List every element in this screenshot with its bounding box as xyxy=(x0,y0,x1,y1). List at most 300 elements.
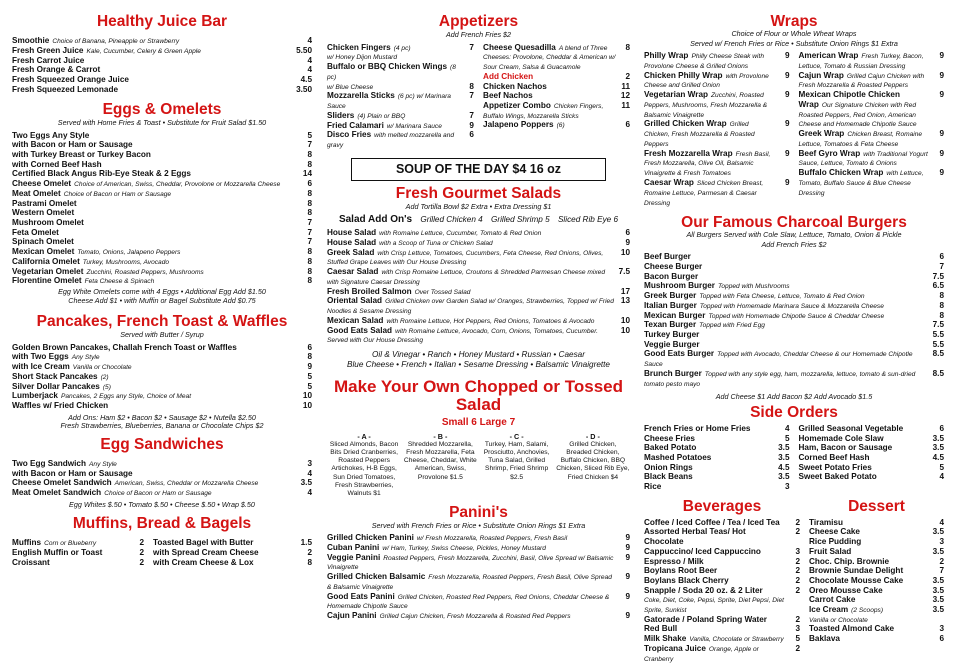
pancakes-note: Served with Butter / Syrup xyxy=(120,330,204,340)
menu-item-text xyxy=(644,262,702,272)
menu-item-price: 7.5 xyxy=(618,267,630,277)
wraps-list-left xyxy=(644,51,790,207)
menu-item-description: Roasted Peppers, Fresh Mozzarella, Zucchini, Basil, Olive Spread w/ Balsamic Vinaigrette xyxy=(327,554,614,572)
menu-item-text xyxy=(12,382,111,392)
menu-item-name: Fresh Squeezed Lemonade xyxy=(12,84,119,94)
menu-item-price: 9 xyxy=(625,533,630,543)
menu-item-row xyxy=(644,349,944,369)
menu-column-right xyxy=(644,0,944,663)
menu-item-name: Bacon Burger xyxy=(644,271,699,281)
menu-item-text xyxy=(12,469,133,479)
menu-item-text xyxy=(12,150,151,160)
menu-item-row xyxy=(327,326,630,346)
menu-item-description: Grilled Chicken, Fresh Mozzarella & Roasted Peppers xyxy=(644,121,755,148)
menu-item-description: w/ Honey Dijon Mustard xyxy=(327,54,397,62)
menu-item-price: 9 xyxy=(625,611,630,621)
menu-item-price: 9 xyxy=(939,51,944,61)
pancakes-footer-1: Add Ons: Ham $2 • Bacon $2 • Sausage $2 • Nutella $2.50 xyxy=(68,412,256,422)
menu-item-text xyxy=(327,130,460,150)
menu-item-name: Mushroom Burger xyxy=(644,281,715,291)
menu-item-text xyxy=(327,111,405,121)
sides-list-right xyxy=(799,424,945,492)
menu-item-name: Two Eggs Any Style xyxy=(12,130,90,140)
menu-item-price: 8 xyxy=(307,256,312,266)
menu-item-name: Fresh Green Juice xyxy=(12,45,84,55)
menu-item-price: 8 xyxy=(939,291,944,301)
menu-item-text xyxy=(644,443,696,453)
menu-item-name: Italian Burger xyxy=(644,300,697,310)
menu-item-price: 5.5 xyxy=(932,339,944,349)
menu-item-name: Rice xyxy=(644,482,662,492)
menu-item-text xyxy=(644,178,776,207)
paninis-list xyxy=(327,533,630,621)
menu-item-text xyxy=(12,488,212,498)
menu-item-row xyxy=(12,75,312,85)
menu-item-price: 2 xyxy=(795,585,800,595)
menu-item-name: Cheese Omelet xyxy=(12,179,72,189)
menu-item-description: with Provolone Cheese and Grilled Onion xyxy=(644,72,769,90)
menu-item-row xyxy=(327,228,630,238)
menu-item-text xyxy=(644,71,776,91)
menu-item-row xyxy=(327,572,630,592)
menu-item-name: Meat Omelet xyxy=(12,188,61,198)
menu-item-text xyxy=(12,160,102,170)
chopped-option-a xyxy=(327,433,401,498)
menu-item-name: Buffalo or BBQ Chicken Wings xyxy=(327,62,448,72)
menu-item-description: with Traditional Yogurt Sauce, Lettuce, Tomato & Onions xyxy=(798,150,928,168)
sides-heading: Side Orders xyxy=(750,404,838,422)
menu-item-text xyxy=(327,62,460,82)
menu-item-text xyxy=(12,372,109,382)
menu-item-row xyxy=(644,434,790,444)
menu-item-row xyxy=(327,121,474,131)
muffins-heading: Muffins, Bread & Bagels xyxy=(72,515,252,533)
menu-item-price: 7 xyxy=(939,261,944,271)
menu-item-name: with Bacon or Ham or Sausage xyxy=(12,468,133,478)
menu-item-name: Cheese Fries xyxy=(644,433,695,443)
soup-of-the-day-box: SOUP OF THE DAY $4 16 oz xyxy=(351,158,606,181)
menu-item-name: Beef Nachos xyxy=(483,91,533,101)
menu-item-price: 3.50 xyxy=(296,84,312,94)
beverages-list xyxy=(644,518,800,663)
menu-item-text xyxy=(327,543,546,553)
menu-item-name: Tropicana Juice xyxy=(644,643,706,653)
burgers-list xyxy=(644,252,944,388)
menu-item-row xyxy=(327,130,474,150)
menu-item-name: with Cream Cheese & Lox xyxy=(153,557,254,567)
menu-item-name: Certified Black Angus Rib-Eye Steak & 2 Eggs xyxy=(12,169,191,179)
menu-item-name: Two Egg Sandwich xyxy=(12,458,86,468)
menu-item-description: with Romaine Lettuce, Avocado, Corn, Onions, Tomatoes, Cucumber. Served with Our House Dressing xyxy=(327,327,598,345)
menu-item-row xyxy=(327,592,630,612)
menu-item-row xyxy=(644,311,944,321)
menu-item-name: Fresh Broiled Salmon xyxy=(327,286,412,296)
menu-item-row xyxy=(644,51,790,71)
menu-item-name: Sliders xyxy=(327,110,355,120)
menu-item-text xyxy=(12,75,129,85)
menu-item-text xyxy=(644,634,784,644)
sandwiches-heading: Egg Sandwiches xyxy=(100,435,224,453)
menu-item-text xyxy=(799,443,893,453)
menu-item-price: 7 xyxy=(307,237,312,247)
menu-item-row xyxy=(644,443,790,453)
menu-item-name: California Omelet xyxy=(12,256,80,266)
menu-item-price: 3 xyxy=(307,458,312,468)
menu-item-description: A blend of Three Cheeses: Provolone, Cheddar & American w/ Sour Cream, Salsa & Guacamole xyxy=(483,44,616,72)
menu-item-text xyxy=(12,36,179,46)
menu-item-name: House Salad xyxy=(327,228,377,238)
menu-item-price: 6 xyxy=(939,252,944,262)
menu-item-name: Mushroom Omelet xyxy=(12,218,84,228)
menu-item-price: 3.5 xyxy=(932,433,944,443)
menu-item-name: English Muffin or Toast xyxy=(12,548,103,558)
menu-item-text xyxy=(327,248,616,268)
menu-item-text xyxy=(799,463,872,473)
menu-item-row xyxy=(809,537,944,547)
menu-item-price: 7 xyxy=(307,218,312,228)
menu-item-name: with Spread Cream Cheese xyxy=(153,547,259,557)
salad-addons xyxy=(327,214,630,226)
menu-item-price: 2 xyxy=(139,557,144,567)
menu-item-name: Fresh Squeezed Orange Juice xyxy=(12,74,129,84)
menu-item-row xyxy=(799,71,945,91)
menu-item-row xyxy=(644,644,800,663)
menu-item-row xyxy=(799,168,945,197)
wraps-note-1: Choice of Flour or Whole Wheat Wraps xyxy=(731,29,857,39)
menu-item-text xyxy=(644,281,790,291)
menu-item-price: 5 xyxy=(939,462,944,472)
menu-item-name: American Wrap xyxy=(798,51,859,61)
menu-item-row xyxy=(809,634,944,644)
menu-item-text xyxy=(12,237,74,247)
menu-item-price: 4 xyxy=(307,36,312,46)
menu-item-price: 9 xyxy=(625,542,630,552)
menu-item-name: Cuban Panini xyxy=(327,542,380,552)
juice-bar-heading: Healthy Juice Bar xyxy=(96,13,228,30)
menu-item-row xyxy=(12,36,312,46)
menu-item-price: 6 xyxy=(307,342,312,352)
menu-item-row xyxy=(809,527,944,537)
eggs-list xyxy=(12,131,312,286)
menu-item-row xyxy=(644,557,800,567)
menu-item-price: 3.5 xyxy=(300,478,312,488)
paninis-note: Served with French Fries or Rice • Substitute Onion Rings $1 Extra xyxy=(371,520,586,530)
menu-item-price: 6 xyxy=(307,179,312,189)
menu-item-text xyxy=(809,566,903,576)
menu-item-row xyxy=(327,82,474,92)
menu-item-description: Grilled Chicken, Roasted Red Peppers, Red Onions, Cheddar Cheese & Homemade Chipotle Sauce xyxy=(327,593,610,611)
menu-item-description: Pancakes, 2 Eggs any Style, Choice of Meat xyxy=(60,393,192,401)
menu-item-name: Veggie Burger xyxy=(644,339,700,349)
menu-item-name: French Fries or Home Fries xyxy=(644,424,751,434)
menu-item-text xyxy=(809,605,883,615)
menu-item-name: Homemade Cole Slaw xyxy=(798,433,884,443)
menu-item-description: Grilled Cajun Chicken with Fresh Mozzarella & Roasted Peppers xyxy=(798,72,925,90)
menu-item-text xyxy=(12,65,100,75)
menu-item-row xyxy=(644,615,800,625)
menu-item-row xyxy=(483,101,630,121)
menu-item-price: 9 xyxy=(939,148,944,158)
appetizers-heading: Appetizers xyxy=(438,13,519,30)
menu-item-description: Orange, Apple or Cranberry xyxy=(644,645,759,663)
menu-item-text xyxy=(799,424,904,434)
menu-item-text xyxy=(809,547,851,557)
menu-item-row xyxy=(644,586,800,596)
menu-item-text xyxy=(12,276,154,286)
menu-item-text xyxy=(12,199,77,209)
menu-item-row xyxy=(12,65,312,75)
menu-item-description: Corn or Blueberry xyxy=(44,540,97,548)
menu-item-text xyxy=(153,538,253,548)
menu-item-row xyxy=(644,463,790,473)
menu-item-text xyxy=(809,595,855,605)
menu-item-row xyxy=(12,469,312,479)
menu-item-price: 2 xyxy=(795,614,800,624)
menu-item-row xyxy=(327,238,630,248)
menu-item-text xyxy=(644,586,763,596)
menu-item-row xyxy=(809,547,944,557)
menu-item-price: 2 xyxy=(139,548,144,558)
menu-item-price: 2 xyxy=(939,556,944,566)
menu-item-price: 3.5 xyxy=(932,527,944,537)
menu-item-price: 3.5 xyxy=(932,575,944,585)
menu-item-description: Chicken Breast, Romaine Lettuce, Tomatoes & Feta Cheese xyxy=(798,131,923,148)
menu-item-row xyxy=(644,547,800,557)
menu-item-description: (2) xyxy=(100,373,109,381)
menu-item-row xyxy=(644,518,800,528)
menu-item-text xyxy=(644,576,729,586)
menu-item-text xyxy=(327,553,616,573)
menu-item-name: Tiramisu xyxy=(809,517,843,527)
burgers-note-2: Add French Fries $2 xyxy=(761,239,827,249)
menu-item-row xyxy=(327,43,474,53)
menu-item-name: Toasted Almond Cake xyxy=(809,624,895,634)
menu-item-description: (4) Plain or BBQ xyxy=(357,112,406,120)
menu-item-text xyxy=(12,267,204,277)
menu-item-name: Florentine Omelet xyxy=(12,276,82,286)
menu-item-row xyxy=(799,51,945,71)
menu-item-row xyxy=(12,372,312,382)
menu-item-name: Golden Brown Pancakes, Challah French Toast or Waffles xyxy=(12,342,237,352)
menu-item-text xyxy=(327,572,616,592)
menu-item-text xyxy=(327,296,616,316)
menu-item-text xyxy=(809,537,861,547)
menu-item-description: Topped with Homemade Chipotle Sauce & Cheddar Cheese xyxy=(708,312,885,320)
menu-item-price: 8 xyxy=(307,188,312,198)
menu-item-description: Topped with Mushrooms xyxy=(717,283,790,291)
beverages-section xyxy=(644,498,800,663)
menu-item-description: Grilled Chicken over Garden Salad w/ Oranges, Strawberries, Topped w/ Fried Noodles & Sesame Dressing xyxy=(327,298,614,316)
menu-item-text xyxy=(483,82,547,92)
menu-item-description: American, Swiss, Cheddar or Mozzarella Cheese xyxy=(114,480,259,488)
menu-item-price: 9 xyxy=(784,148,790,158)
menu-item-text xyxy=(12,391,191,401)
menu-item-row xyxy=(644,272,944,282)
menu-item-text xyxy=(12,208,74,218)
menu-item-row xyxy=(327,111,474,121)
muffins-list-left xyxy=(12,538,144,567)
menu-item-name: Brunch Burger xyxy=(644,369,702,378)
menu-item-description: Zucchini, Roasted Peppers, Mushrooms, Fresh Mozzarella & Balsamic Vinaigrette xyxy=(644,92,768,119)
menu-item-row xyxy=(809,615,944,625)
menu-item-row xyxy=(327,267,630,287)
menu-item-name: Grilled Seasonal Vegetable xyxy=(798,424,904,434)
menu-item-description: Vanilla, Chocolate or Strawberry xyxy=(689,636,784,644)
menu-item-text xyxy=(12,362,132,372)
menu-item-name: Boylans Root Beer xyxy=(644,566,718,576)
menu-item-name: Waffles w/ Fried Chicken xyxy=(12,401,109,411)
menu-item-text xyxy=(809,518,843,528)
chopped-option-b xyxy=(403,433,477,498)
menu-item-row xyxy=(12,169,312,179)
menu-item-text xyxy=(153,558,254,568)
menu-item-name: Cheese Quesadilla xyxy=(483,42,556,52)
menu-item-description: Zucchini, Roasted Peppers, Mushrooms xyxy=(86,268,204,276)
menu-item-description: (2 Scoops) xyxy=(851,606,884,614)
sandwiches-footer: Egg Whites $.50 • Tomato $.50 • Cheese $.50 • Wrap $.50 xyxy=(69,499,255,509)
menu-item-row xyxy=(644,340,944,350)
salad-dressings-1: Oil & Vinegar • Ranch • Honey Mustard • Russian • Caesar xyxy=(372,350,585,360)
menu-item-name: Cajun Wrap xyxy=(798,70,844,80)
menu-item-price: 3.5 xyxy=(932,595,944,605)
menu-item-row xyxy=(799,463,945,473)
menu-item-description: Philly Cheese Steak with Provolone Cheese & Grilled Onions xyxy=(644,53,765,70)
menu-item-name: Onion Rings xyxy=(644,462,693,472)
menu-item-name: Grilled Chicken Wrap xyxy=(644,119,727,129)
menu-item-name: Philly Wrap xyxy=(644,51,689,61)
menu-item-description: with Romaine Lettuce, Hot Peppers, Red Onions, Tomatoes & Avocado xyxy=(386,317,595,325)
menu-item-name: Coffee / Iced Coffee / Tea / Iced Tea xyxy=(644,517,780,527)
menu-item-row xyxy=(327,533,630,543)
menu-item-price: 3 xyxy=(795,624,800,634)
chopped-option-b-text: Shredded Mozzarella, Fresh Mozzarella, Feta Cheese, Cheddar, White American, Swiss, Provolone $1.5 xyxy=(403,441,477,481)
menu-item-description: Coke, Diet, Coke, Pepsi, Sprite, Diet Pepsi, Diet Sprite, Sunkist xyxy=(644,597,784,614)
menu-item-name: Western Omelet xyxy=(12,208,75,218)
menu-item-name: Greek Wrap xyxy=(798,129,845,139)
menu-item-name: Grilled Chicken Panini xyxy=(327,533,414,543)
menu-item-name: Cajun Panini xyxy=(327,611,377,621)
menu-item-price: 2 xyxy=(625,71,630,81)
menu-item-price: 6.5 xyxy=(932,281,944,291)
menu-item-name: Greek Salad xyxy=(327,247,375,257)
menu-item-name: Black Beans xyxy=(644,472,693,482)
menu-item-price: 3.5 xyxy=(932,585,944,595)
chopped-option-b-label: - B - xyxy=(433,431,448,441)
menu-item-description: (6) xyxy=(556,122,565,130)
chopped-option-c-label: - C - xyxy=(509,431,524,441)
menu-item-name: Veggie Panini xyxy=(327,552,381,562)
menu-item-row xyxy=(483,43,630,72)
menu-item-price: 8 xyxy=(469,81,474,91)
menu-item-row xyxy=(153,548,312,558)
menu-item-name: with Bacon or Ham or Sausage xyxy=(12,140,133,150)
sides-list-left xyxy=(644,424,790,492)
menu-item-name: Sweet Potato Fries xyxy=(798,462,872,472)
menu-item-text xyxy=(327,316,594,326)
menu-item-name: Vegetarian Wrap xyxy=(644,90,709,100)
sides-columns xyxy=(644,424,944,492)
menu-item-description: Vanilla or Chocolate xyxy=(809,616,868,624)
pancakes-heading: Pancakes, French Toast & Waffles xyxy=(36,313,288,331)
menu-item-row xyxy=(644,301,944,311)
menu-item-price: 3.5 xyxy=(932,546,944,556)
menu-item-description: (8 pc) xyxy=(327,64,456,81)
menu-item-price: 3.5 xyxy=(932,604,944,614)
menu-item-text xyxy=(644,566,717,576)
salad-addons-label: Salad Add On's xyxy=(338,214,413,226)
menu-item-text xyxy=(644,615,767,625)
menu-item-name: Silver Dollar Pancakes xyxy=(12,381,100,391)
menu-item-description: w/ Ham, Turkey, Swiss Cheese, Pickles, Honey Mustard xyxy=(382,544,546,552)
menu-item-price: 8 xyxy=(307,198,312,208)
menu-item-price: 7 xyxy=(469,91,474,101)
menu-item-price: 3.5 xyxy=(778,443,790,453)
menu-item-name: Gatorade / Poland Spring Water xyxy=(644,614,767,624)
chopped-option-c xyxy=(480,433,554,498)
menu-item-row xyxy=(483,91,630,101)
menu-item-price: 13 xyxy=(620,296,630,306)
chopped-option-a-label: - A - xyxy=(357,431,371,441)
menu-item-price: 8 xyxy=(307,208,312,218)
menu-item-name: Chicken Fingers xyxy=(327,42,391,52)
menu-item-price: 4 xyxy=(307,55,312,65)
menu-item-price: 9 xyxy=(784,90,790,100)
menu-item-row xyxy=(644,281,944,291)
menu-item-row xyxy=(12,488,312,498)
menu-item-price: 3 xyxy=(795,546,800,556)
menu-item-price: 2 xyxy=(307,547,312,557)
menu-item-description: with Romaine Lettuce, Cucumber, Tomato & Red Onion xyxy=(379,230,542,238)
menu-item-row xyxy=(12,218,312,228)
menu-item-price: 10 xyxy=(620,325,630,335)
menu-item-name: Cappuccino/ Iced Cappuccino xyxy=(644,546,761,556)
menu-item-row xyxy=(644,527,800,546)
menu-item-description: Choice of Bacon or Ham or Sausage xyxy=(104,490,212,497)
menu-item-text xyxy=(644,349,930,369)
menu-item-text xyxy=(327,592,616,612)
menu-item-price: 7 xyxy=(469,110,474,120)
menu-item-row xyxy=(644,424,790,434)
menu-item-name: Spinach Omelet xyxy=(12,237,74,247)
menu-item-row xyxy=(644,369,944,389)
menu-item-row xyxy=(12,478,312,488)
menu-item-row xyxy=(644,71,790,91)
menu-item-row xyxy=(12,352,312,362)
menu-item-price: 6 xyxy=(625,120,630,130)
menu-item-price: 9 xyxy=(469,120,474,130)
menu-item-description: (5) xyxy=(102,383,111,391)
menu-item-name: Caesar Wrap xyxy=(644,177,694,187)
chopped-salad-sizes: Small 6 Large 7 xyxy=(441,416,516,428)
menu-item-text xyxy=(12,343,237,353)
menu-item-name: Texan Burger xyxy=(644,320,697,330)
menu-item-row xyxy=(644,595,800,615)
menu-item-text xyxy=(12,46,201,56)
dessert-list xyxy=(809,518,944,644)
menu-item-text xyxy=(12,189,171,199)
menu-item-price: 9 xyxy=(784,177,790,187)
menu-item-row xyxy=(12,267,312,277)
menu-item-name: Cheese Cake xyxy=(809,527,860,537)
menu-item-row xyxy=(644,291,944,301)
menu-item-price: 5 xyxy=(784,433,790,443)
menu-item-row xyxy=(153,538,312,548)
menu-item-name: Corned Beef Hash xyxy=(798,453,870,463)
menu-item-row xyxy=(644,634,800,644)
menu-item-price: 8 xyxy=(307,276,312,286)
muffins-columns xyxy=(12,538,312,567)
menu-item-text xyxy=(644,119,776,148)
